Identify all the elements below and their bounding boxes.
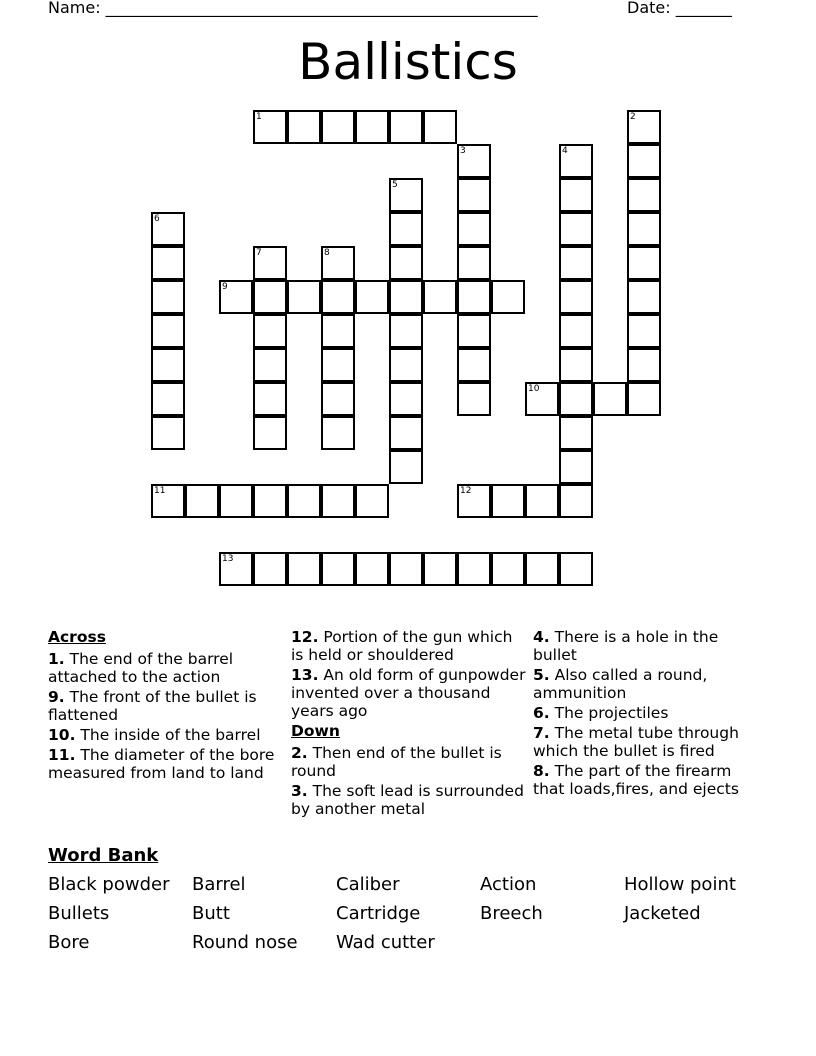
- grid-cell[interactable]: [627, 382, 661, 416]
- grid-cell[interactable]: [287, 110, 321, 144]
- grid-cell[interactable]: [559, 178, 593, 212]
- grid-cell[interactable]: [253, 382, 287, 416]
- clues-column-2: [291, 628, 527, 820]
- clue-number: 11: [154, 486, 166, 496]
- grid-cell[interactable]: [151, 348, 185, 382]
- clue-text: The projectiles: [549, 704, 669, 722]
- grid-cell[interactable]: [423, 280, 457, 314]
- clue-number: 10.: [48, 726, 76, 744]
- grid-cell[interactable]: [253, 416, 287, 450]
- word-bank-item: Black powder: [48, 874, 170, 895]
- word-bank-item: Bore: [48, 932, 90, 953]
- grid-cell[interactable]: [627, 178, 661, 212]
- clue-text: The end of the barrel attached to the action: [48, 650, 234, 686]
- word-bank-item: Hollow point: [624, 874, 736, 895]
- grid-cell[interactable]: [627, 314, 661, 348]
- clue-item: [533, 666, 765, 702]
- clue-number: 1.: [48, 650, 65, 668]
- clue-item: [533, 704, 765, 722]
- word-bank-item: Caliber: [336, 874, 400, 895]
- clue-item: [533, 762, 765, 798]
- clue-item: [533, 628, 765, 664]
- clue-number: 2: [630, 112, 636, 122]
- grid-cell[interactable]: [457, 280, 491, 314]
- grid-cell[interactable]: [389, 348, 423, 382]
- grid-cell[interactable]: [253, 552, 287, 586]
- grid-cell[interactable]: [627, 348, 661, 382]
- grid-cell[interactable]: [389, 382, 423, 416]
- grid-cell[interactable]: [457, 314, 491, 348]
- grid-cell[interactable]: [559, 348, 593, 382]
- grid-cell[interactable]: [525, 484, 559, 518]
- clue-number: 2.: [291, 744, 308, 762]
- clue-item: [48, 650, 280, 686]
- word-bank-item: Wad cutter: [336, 932, 435, 953]
- grid-cell[interactable]: [389, 450, 423, 484]
- clue-item: [533, 724, 765, 760]
- clue-number: 9: [222, 282, 228, 292]
- grid-cell[interactable]: [321, 314, 355, 348]
- grid-cell[interactable]: [389, 212, 423, 246]
- clues-column-1: [48, 628, 280, 784]
- grid-cell[interactable]: [491, 552, 525, 586]
- clue-text: Then end of the bullet is round: [291, 744, 502, 780]
- clue-number: 3.: [291, 782, 308, 800]
- grid-cell[interactable]: [559, 416, 593, 450]
- grid-cell[interactable]: [559, 246, 593, 280]
- grid-cell[interactable]: [389, 552, 423, 586]
- word-bank-title: Word Bank: [48, 845, 159, 866]
- grid-cell[interactable]: [287, 280, 321, 314]
- clue-number: 13: [222, 554, 234, 564]
- clue-item: [48, 746, 280, 782]
- grid-cell[interactable]: [151, 314, 185, 348]
- clue-text: The part of the firearm that loads,fires, and ejects: [533, 762, 739, 798]
- grid-cell[interactable]: [389, 314, 423, 348]
- grid-cell[interactable]: [151, 280, 185, 314]
- grid-cell[interactable]: [559, 484, 593, 518]
- grid-cell[interactable]: [321, 348, 355, 382]
- grid-cell[interactable]: [389, 110, 423, 144]
- grid-cell[interactable]: [321, 382, 355, 416]
- grid-cell[interactable]: [593, 382, 627, 416]
- clue-number: 1: [256, 112, 262, 122]
- date-field[interactable]: Date: _______: [627, 0, 732, 17]
- grid-cell[interactable]: [253, 314, 287, 348]
- grid-cell[interactable]: [559, 144, 593, 178]
- grid-cell[interactable]: [423, 110, 457, 144]
- grid-cell[interactable]: [457, 212, 491, 246]
- clue-item: [291, 782, 527, 818]
- grid-cell[interactable]: [559, 314, 593, 348]
- clue-text: Also called a round, ammunition: [533, 666, 708, 702]
- clue-number: 7: [256, 248, 262, 258]
- grid-cell[interactable]: [355, 280, 389, 314]
- word-bank-item: Action: [480, 874, 537, 895]
- clue-number: 7.: [533, 724, 550, 742]
- grid-cell[interactable]: [321, 110, 355, 144]
- clue-number: 8: [324, 248, 330, 258]
- clues-column-3: [533, 628, 765, 800]
- grid-cell[interactable]: [457, 382, 491, 416]
- grid-cell[interactable]: [321, 552, 355, 586]
- grid-cell[interactable]: [559, 382, 593, 416]
- grid-cell[interactable]: [457, 144, 491, 178]
- grid-cell[interactable]: [219, 484, 253, 518]
- grid-cell[interactable]: [389, 246, 423, 280]
- grid-cell[interactable]: [457, 484, 491, 518]
- clue-text: There is a hole in the bullet: [533, 628, 719, 664]
- clue-number: 6: [154, 214, 160, 224]
- grid-cell[interactable]: [253, 484, 287, 518]
- clue-item: [48, 688, 280, 724]
- grid-cell[interactable]: [457, 552, 491, 586]
- grid-cell[interactable]: [253, 348, 287, 382]
- grid-cell[interactable]: [151, 416, 185, 450]
- grid-cell[interactable]: [525, 552, 559, 586]
- clue-number: 3: [460, 146, 466, 156]
- grid-cell[interactable]: [151, 212, 185, 246]
- grid-cell[interactable]: [559, 280, 593, 314]
- word-bank-item: Cartridge: [336, 903, 421, 924]
- grid-cell[interactable]: [559, 552, 593, 586]
- word-bank-item: Barrel: [192, 874, 246, 895]
- grid-cell[interactable]: [559, 450, 593, 484]
- grid-cell[interactable]: [219, 552, 253, 586]
- grid-cell[interactable]: [457, 178, 491, 212]
- grid-cell[interactable]: [287, 552, 321, 586]
- clue-item: [48, 726, 280, 744]
- clue-number: 13.: [291, 666, 319, 684]
- clue-number: 11.: [48, 746, 76, 764]
- page-title: Ballistics: [298, 33, 518, 91]
- grid-cell[interactable]: [389, 416, 423, 450]
- word-bank-item: Round nose: [192, 932, 298, 953]
- grid-cell[interactable]: [253, 110, 287, 144]
- clue-number: 5.: [533, 666, 550, 684]
- grid-cell[interactable]: [287, 484, 321, 518]
- word-bank-item: Butt: [192, 903, 230, 924]
- grid-cell[interactable]: [627, 144, 661, 178]
- grid-cell[interactable]: [491, 280, 525, 314]
- clue-text: The soft lead is surrounded by another metal: [291, 782, 524, 818]
- clue-item: [291, 744, 527, 780]
- clue-text: Portion of the gun which is held or shouldered: [291, 628, 513, 664]
- grid-cell[interactable]: [355, 484, 389, 518]
- clue-text: The metal tube through which the bullet is fired: [533, 724, 739, 760]
- clue-item: [291, 666, 527, 720]
- clue-item: [291, 628, 527, 664]
- grid-cell[interactable]: [253, 280, 287, 314]
- clue-text: The inside of the barrel: [75, 726, 261, 744]
- clue-number: 12.: [291, 628, 319, 646]
- clue-text: The front of the bullet is flattened: [48, 688, 257, 724]
- word-bank-item: Bullets: [48, 903, 110, 924]
- clue-number: 5: [392, 180, 398, 190]
- grid-cell[interactable]: [151, 246, 185, 280]
- clue-number: 12: [460, 486, 472, 496]
- grid-cell[interactable]: [185, 484, 219, 518]
- across-heading: Across: [48, 628, 106, 646]
- grid-cell[interactable]: [457, 348, 491, 382]
- clue-number: 4: [562, 146, 568, 156]
- grid-cell[interactable]: [355, 110, 389, 144]
- grid-cell[interactable]: [321, 246, 355, 280]
- grid-cell[interactable]: [627, 246, 661, 280]
- grid-cell[interactable]: [151, 484, 185, 518]
- grid-cell[interactable]: [559, 212, 593, 246]
- grid-cell[interactable]: [321, 416, 355, 450]
- grid-cell[interactable]: [627, 110, 661, 144]
- clue-number: 8.: [533, 762, 550, 780]
- grid-cell[interactable]: [321, 280, 355, 314]
- clue-text: An old form of gunpowder invented over a thousand years ago: [291, 666, 526, 720]
- grid-cell[interactable]: [457, 246, 491, 280]
- grid-cell[interactable]: [321, 484, 355, 518]
- clue-number: 6.: [533, 704, 550, 722]
- grid-cell[interactable]: [151, 382, 185, 416]
- grid-cell[interactable]: [389, 280, 423, 314]
- grid-cell[interactable]: [423, 552, 457, 586]
- word-bank-item: Jacketed: [624, 903, 701, 924]
- grid-cell[interactable]: [627, 212, 661, 246]
- clue-number: 10: [528, 384, 540, 394]
- grid-cell[interactable]: [355, 552, 389, 586]
- grid-cell[interactable]: [525, 382, 559, 416]
- word-bank-item: Breech: [480, 903, 543, 924]
- grid-cell[interactable]: [389, 178, 423, 212]
- down-heading: Down: [291, 722, 340, 740]
- grid-cell[interactable]: [627, 280, 661, 314]
- clue-number: 9.: [48, 688, 65, 706]
- grid-cell[interactable]: [253, 246, 287, 280]
- name-field[interactable]: Name: ______________________________________________________: [48, 0, 538, 17]
- clue-number: 4.: [533, 628, 550, 646]
- grid-cell[interactable]: [219, 280, 253, 314]
- grid-cell[interactable]: [491, 484, 525, 518]
- clue-text: The diameter of the bore measured from land to land: [48, 746, 275, 782]
